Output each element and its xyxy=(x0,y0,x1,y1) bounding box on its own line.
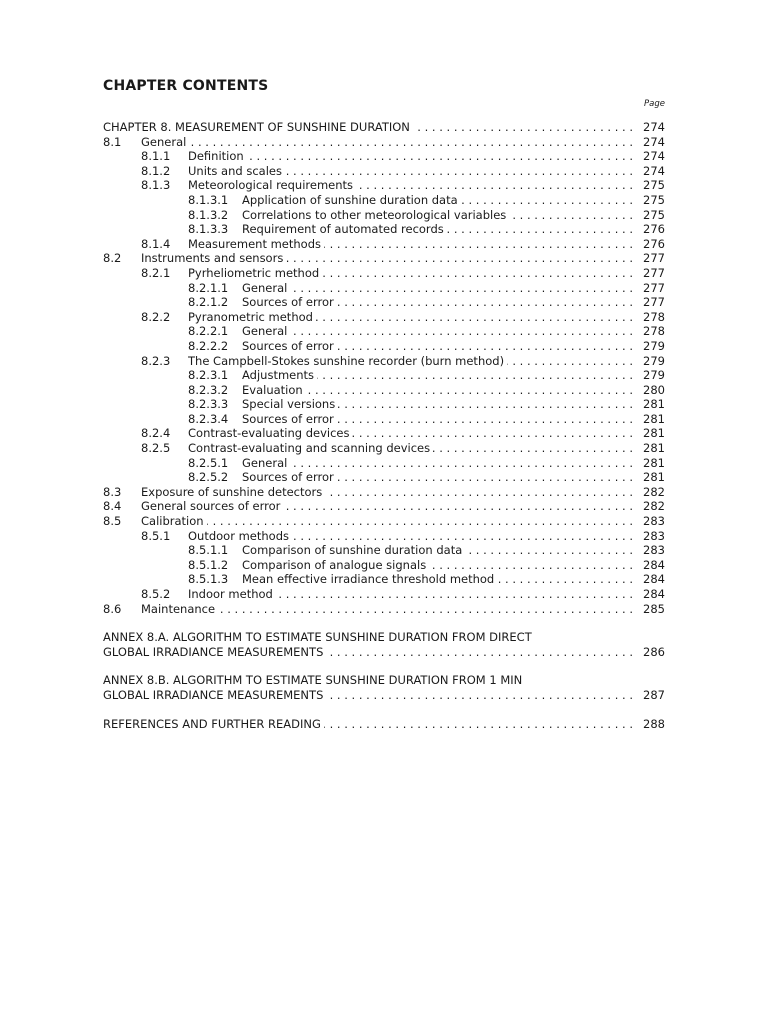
entry-title-with-leader xyxy=(188,266,633,281)
page-number: 278 xyxy=(643,324,665,339)
page-number: 288 xyxy=(643,716,665,731)
toc-entry[interactable] xyxy=(103,499,665,514)
toc-entry[interactable] xyxy=(103,412,665,427)
page-column-label: Page xyxy=(644,99,665,109)
annex-title-line[interactable]: ANNEX 8.A. ALGORITHM TO ESTIMATE SUNSHINE DURATION FROM DIRECT xyxy=(103,630,532,645)
section-number: 8.2.1 xyxy=(141,265,171,280)
entry-title-with-leader xyxy=(242,295,633,310)
page-number: 283 xyxy=(643,514,665,529)
section-number: 8.5.1 xyxy=(141,528,171,543)
entry-title-with-leader xyxy=(188,310,633,325)
toc-entry[interactable] xyxy=(103,543,665,558)
page-number: 281 xyxy=(643,470,665,485)
toc-entry[interactable] xyxy=(103,354,665,369)
entry-title: Contrast-evaluating and scanning devices xyxy=(188,441,433,455)
entry-title-with-leader xyxy=(188,441,633,456)
section-number: 8.2.3.1 xyxy=(188,368,229,383)
toc-entry[interactable] xyxy=(103,602,665,617)
toc-entry[interactable] xyxy=(103,368,665,383)
entry-title-with-leader xyxy=(103,717,633,732)
section-number: 8.2.5.2 xyxy=(188,470,229,485)
entry-title: Contrast-evaluating devices xyxy=(188,426,352,440)
section-number: 8.5.2 xyxy=(141,587,171,601)
entry-title-with-leader xyxy=(242,383,633,398)
toc-entry[interactable] xyxy=(103,193,665,208)
toc-entry[interactable] xyxy=(103,237,665,252)
page-number: 284 xyxy=(643,557,665,572)
section-number: 8.1.3 xyxy=(141,178,171,193)
entry-title: Sources of error xyxy=(242,412,337,426)
annex-title-line[interactable]: ANNEX 8.B. ALGORITHM TO ESTIMATE SUNSHINE DURATION FROM 1 MIN xyxy=(103,673,523,688)
entry-title: General xyxy=(242,456,290,470)
toc-entry[interactable] xyxy=(103,339,665,354)
entry-title: Definition xyxy=(188,149,247,163)
toc-entry[interactable] xyxy=(103,529,665,544)
entry-title-with-leader xyxy=(242,222,633,237)
entry-title: Instruments and sensors xyxy=(141,251,286,265)
entry-title: Measurement methods xyxy=(188,237,324,251)
page-number: 274 xyxy=(643,163,665,178)
page-number: 277 xyxy=(643,295,665,310)
section-number: 8.1.3.3 xyxy=(188,222,229,237)
toc-entry[interactable] xyxy=(103,295,665,310)
section-number: 8.1.4 xyxy=(141,236,171,251)
toc-entry[interactable] xyxy=(103,281,665,296)
toc-entry[interactable] xyxy=(103,120,665,135)
toc-entry[interactable] xyxy=(103,426,665,441)
section-number: 8.2.2 xyxy=(141,309,171,324)
toc-entry[interactable] xyxy=(103,178,665,193)
page-number: 275 xyxy=(643,192,665,207)
spacer xyxy=(103,703,665,717)
entry-title-with-leader xyxy=(103,645,633,660)
page-number: 274 xyxy=(643,134,665,149)
toc-entry[interactable] xyxy=(103,208,665,223)
section-number: 8.6 xyxy=(103,601,122,616)
entry-title-with-leader xyxy=(242,324,633,339)
spacer xyxy=(103,659,665,673)
toc-entry[interactable] xyxy=(103,397,665,412)
toc-entry[interactable] xyxy=(103,324,665,339)
entry-title-with-leader xyxy=(141,499,633,514)
section-number: 8.3 xyxy=(103,484,122,499)
entry-title-with-leader xyxy=(141,135,633,150)
entry-title: Correlations to other meteorological variables xyxy=(242,208,509,222)
toc-entry[interactable] xyxy=(103,470,665,485)
page-number: 284 xyxy=(643,572,665,587)
entry-title: Exposure of sunshine detectors xyxy=(141,485,325,499)
entry-title: General sources of error xyxy=(141,499,283,513)
entry-title: Sources of error xyxy=(242,470,337,484)
page-title: CHAPTER CONTENTS xyxy=(103,78,269,94)
entry-title-with-leader xyxy=(242,208,633,223)
entry-title-with-leader xyxy=(188,237,633,252)
entry-title-with-leader xyxy=(188,149,633,164)
entry-title-with-leader xyxy=(242,543,633,558)
page-number: 285 xyxy=(643,601,665,616)
entry-title-with-leader xyxy=(188,164,633,179)
toc-entry[interactable] xyxy=(103,441,665,456)
page-number: 275 xyxy=(643,178,665,193)
page-number: 277 xyxy=(643,280,665,295)
page-number: 279 xyxy=(643,353,665,368)
toc-entry[interactable] xyxy=(103,251,665,266)
page-number: 281 xyxy=(643,455,665,470)
entry-title-with-leader xyxy=(188,426,633,441)
entry-title: Maintenance xyxy=(141,602,218,616)
section-number: 8.1.3.2 xyxy=(188,207,229,222)
toc-entry[interactable] xyxy=(103,572,665,587)
toc-entry[interactable] xyxy=(103,310,665,325)
toc-entry[interactable] xyxy=(103,135,665,150)
page-number: 282 xyxy=(643,499,665,514)
entry-title: General xyxy=(141,135,189,149)
page-number: 277 xyxy=(643,251,665,266)
entry-title-with-leader xyxy=(188,529,633,544)
section-number: 8.4 xyxy=(103,499,122,514)
section-number: 8.2 xyxy=(103,251,122,266)
page-number: 281 xyxy=(643,397,665,412)
section-number: 8.5 xyxy=(103,514,122,529)
entry-title: Indoor method xyxy=(188,587,276,601)
entry-title: Calibration xyxy=(141,514,207,528)
entry-title-with-leader xyxy=(188,354,633,369)
entry-title: Pyrheliometric method xyxy=(188,266,322,280)
annex-title-line-2: GLOBAL IRRADIANCE MEASUREMENTS xyxy=(103,645,326,659)
page-number: 274 xyxy=(643,149,665,164)
section-number: 8.2.3.4 xyxy=(188,411,229,426)
page-number: 278 xyxy=(643,309,665,324)
references-entry[interactable] xyxy=(103,717,665,732)
annex-entry[interactable] xyxy=(103,645,665,660)
page-number: 279 xyxy=(643,368,665,383)
page-number: 277 xyxy=(643,265,665,280)
toc-entry[interactable] xyxy=(103,514,665,529)
references-title: REFERENCES AND FURTHER READING xyxy=(103,717,324,731)
page-number: 276 xyxy=(643,222,665,237)
annex-title-line-2: GLOBAL IRRADIANCE MEASUREMENTS xyxy=(103,688,326,702)
section-number: 8.2.5 xyxy=(141,441,171,456)
entry-title-with-leader xyxy=(242,572,633,587)
entry-title-with-leader xyxy=(242,397,633,412)
section-number: 8.1.1 xyxy=(141,149,171,164)
section-number: 8.2.3.2 xyxy=(188,382,229,397)
entry-title-with-leader xyxy=(103,120,633,135)
section-number: 8.2.2.2 xyxy=(188,338,229,353)
page-number: 286 xyxy=(643,644,665,659)
page-number: 287 xyxy=(643,687,665,702)
section-number: 8.2.3.3 xyxy=(188,397,229,412)
page-number: 279 xyxy=(643,338,665,353)
entry-title: Comparison of analogue signals xyxy=(242,558,429,572)
entry-title: Comparison of sunshine duration data xyxy=(242,543,465,557)
entry-title: Mean effective irradiance threshold method xyxy=(242,572,497,586)
page-number: 281 xyxy=(643,426,665,441)
page-number: 282 xyxy=(643,484,665,499)
entry-title-with-leader xyxy=(141,485,633,500)
entry-title: The Campbell-Stokes sunshine recorder (burn method) xyxy=(188,354,507,368)
toc-entry[interactable] xyxy=(103,383,665,398)
entry-title-with-leader xyxy=(242,368,633,383)
page-number: 283 xyxy=(643,528,665,543)
page-number: 274 xyxy=(643,120,665,134)
entry-title: CHAPTER 8. MEASUREMENT OF SUNSHINE DURATION xyxy=(103,120,413,134)
page-number: 281 xyxy=(643,411,665,426)
toc-entry[interactable] xyxy=(103,558,665,573)
entry-title-with-leader xyxy=(188,178,633,193)
toc-entry[interactable] xyxy=(103,222,665,237)
entry-title-with-leader xyxy=(141,602,633,617)
entry-title: Pyranometric method xyxy=(188,310,316,324)
page-number: 275 xyxy=(643,207,665,222)
toc-entry[interactable] xyxy=(103,266,665,281)
entry-title: Special versions xyxy=(242,397,338,411)
page-number: 281 xyxy=(643,441,665,456)
toc-entry[interactable] xyxy=(103,456,665,471)
entry-title-with-leader xyxy=(188,587,633,602)
entry-title-with-leader xyxy=(242,193,633,208)
section-number: 8.1 xyxy=(103,134,122,149)
section-number: 8.2.5.1 xyxy=(188,455,229,470)
section-number: 8.2.4 xyxy=(141,426,171,441)
entry-title: Units and scales xyxy=(188,164,285,178)
page-number: 283 xyxy=(643,543,665,558)
page-number: 280 xyxy=(643,382,665,397)
entry-title-with-leader xyxy=(103,688,633,703)
section-number: 8.2.3 xyxy=(141,353,171,368)
entry-title-with-leader xyxy=(242,281,633,296)
toc-entry[interactable] xyxy=(103,485,665,500)
entry-title: Adjustments xyxy=(242,368,317,382)
toc-entry[interactable] xyxy=(103,149,665,164)
spacer xyxy=(103,616,665,630)
entry-title: Evaluation xyxy=(242,383,306,397)
entry-title-with-leader xyxy=(141,514,633,529)
section-number: 8.2.1.2 xyxy=(188,295,229,310)
toc-entry[interactable] xyxy=(103,587,665,602)
entry-title: Application of sunshine duration data xyxy=(242,193,461,207)
entry-title-with-leader xyxy=(242,456,633,471)
section-number: 8.2.2.1 xyxy=(188,324,229,339)
section-number: 8.2.1.1 xyxy=(188,280,229,295)
section-number: 8.5.1.2 xyxy=(188,557,229,572)
page-number: 284 xyxy=(643,587,665,601)
annex-entry[interactable] xyxy=(103,688,665,703)
entry-title-with-leader xyxy=(242,412,633,427)
table-of-contents xyxy=(103,120,665,731)
entry-title: General xyxy=(242,281,290,295)
entry-title-with-leader xyxy=(242,558,633,573)
entry-title: Outdoor methods xyxy=(188,529,292,543)
page-number: 276 xyxy=(643,236,665,251)
section-number: 8.1.2 xyxy=(141,163,171,178)
entry-title: Sources of error xyxy=(242,295,337,309)
entry-title: General xyxy=(242,324,290,338)
section-number: 8.5.1.1 xyxy=(188,543,229,558)
section-number: 8.5.1.3 xyxy=(188,572,229,587)
entry-title-with-leader xyxy=(242,339,633,354)
entry-title: Meteorological requirements xyxy=(188,178,356,192)
toc-entry[interactable] xyxy=(103,164,665,179)
entry-title: Sources of error xyxy=(242,339,337,353)
entry-title: Requirement of automated records xyxy=(242,222,447,236)
section-number: 8.1.3.1 xyxy=(188,192,229,207)
entry-title-with-leader xyxy=(141,251,633,266)
entry-title-with-leader xyxy=(242,470,633,485)
